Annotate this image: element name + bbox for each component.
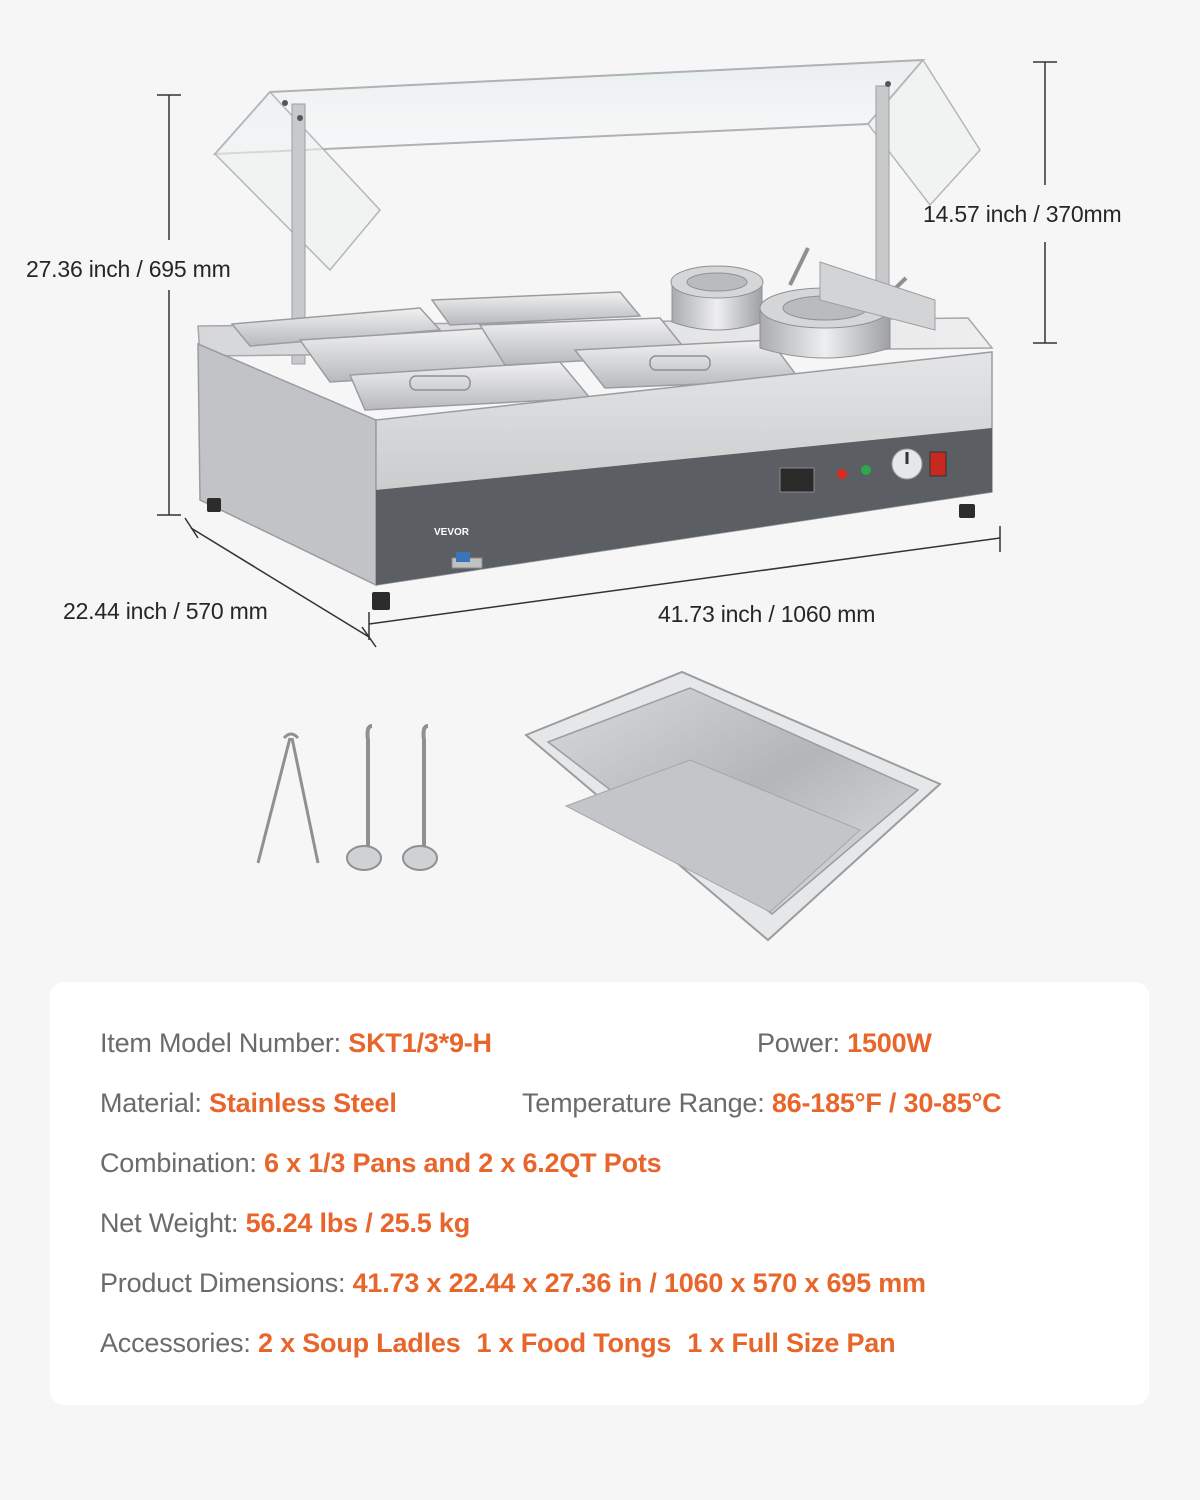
accessory-ladles: 2 x Soup Ladles	[257, 1328, 461, 1358]
spec-power	[757, 1028, 932, 1059]
spec-value: 1500W	[847, 1028, 932, 1058]
spec-dimensions	[100, 1268, 926, 1299]
power-indicator-light	[837, 469, 847, 479]
brand-logo: VEVOR	[434, 527, 470, 538]
spec-value: SKT1/3*9-H	[348, 1028, 492, 1058]
depth-dimension-label: 22.44 inch / 570 mm	[63, 598, 268, 624]
spec-combination	[100, 1148, 661, 1179]
spec-material	[100, 1088, 397, 1119]
spec-label: Power:	[757, 1028, 848, 1058]
heat-indicator-light	[861, 465, 871, 475]
temp-display	[780, 468, 814, 492]
food-tongs-icon	[258, 734, 318, 863]
accessory-pan: 1 x Full Size Pan	[687, 1328, 896, 1358]
spec-label: Combination:	[100, 1148, 264, 1178]
spec-value: 56.24 lbs / 25.5 kg	[245, 1208, 471, 1238]
spec-accessories	[100, 1328, 895, 1359]
spec-temperature	[522, 1088, 1001, 1119]
spec-label: Material:	[100, 1088, 210, 1118]
spec-model	[100, 1028, 492, 1059]
power-switch	[930, 452, 946, 476]
spec-card	[50, 982, 1149, 1405]
spec-label: Item Model Number:	[100, 1028, 349, 1058]
full-size-pan	[526, 672, 940, 940]
height-dimension-label: 27.36 inch / 695 mm	[26, 256, 231, 282]
spec-label: Temperature Range:	[522, 1088, 772, 1118]
soup-ladle-icon	[403, 726, 437, 870]
spec-value: 41.73 x 22.44 x 27.36 in / 1060 x 570 x 695 mm	[352, 1268, 926, 1298]
spec-value: 86-185°F / 30-85°C	[771, 1088, 1002, 1118]
spec-weight	[100, 1208, 470, 1239]
glass-height-dimension-label: 14.57 inch / 370mm	[923, 201, 1122, 227]
spec-label: Product Dimensions:	[100, 1268, 353, 1298]
spec-value: Stainless Steel	[209, 1088, 397, 1118]
spec-value: 6 x 1/3 Pans and 2 x 6.2QT Pots	[264, 1148, 662, 1178]
spec-label: Net Weight:	[100, 1208, 246, 1238]
width-dimension-label: 41.73 inch / 1060 mm	[658, 601, 876, 627]
soup-ladle-icon	[347, 726, 381, 870]
accessory-tongs: 1 x Food Tongs	[476, 1328, 672, 1358]
spec-label: Accessories:	[100, 1328, 258, 1358]
